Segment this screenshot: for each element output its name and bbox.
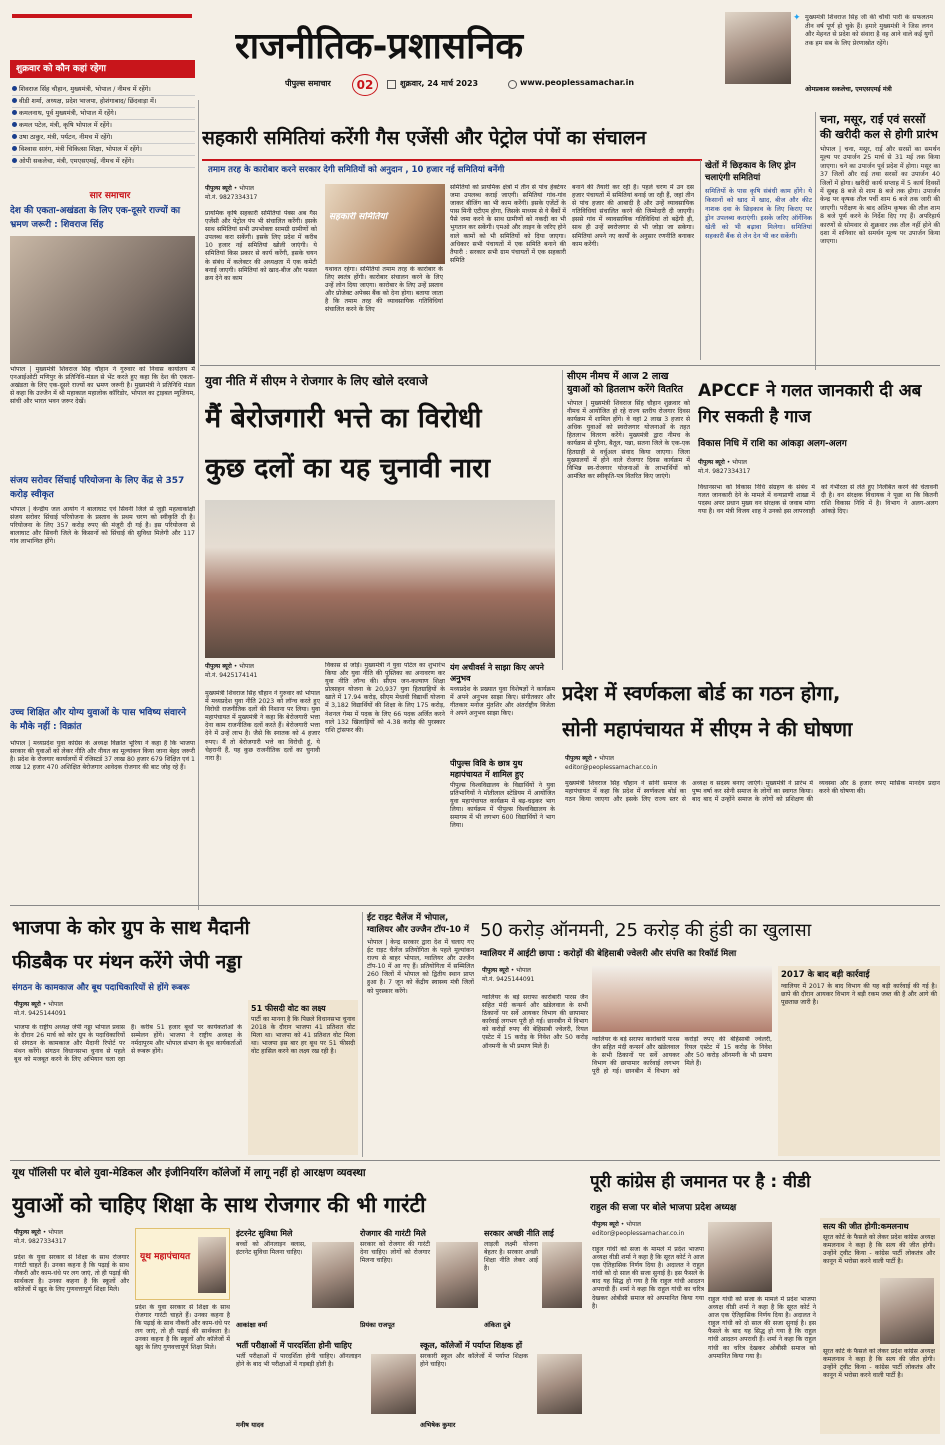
byline-name: पीपुल्स ब्यूरो: [698, 459, 725, 466]
apccf-body: विधानसभा को विकास निधि संग्रहण के संबंध में गलत जानकारी देने के मामले में वन्यप्राणी शाखा में पदस्थ अपर प्रधान मुख्य वन संरक्षक से जवाब मांगा गया है। वन मंत्री विजय शाह ने उनको इस लापरवाही को गंभीरता से लेते हुए निलंबित करने की चेतावनी दी है। वन संरक्षक विधायक ने पूछा था कि कितनी राशि विकास निधि में है। विभाग ने अलग-अलग आंकड़े दिए।: [698, 484, 938, 516]
neemuch-title: सीएम नीमच में आज 2 लाख युवाओं को हितलाभ करेंगे वितरित: [567, 371, 683, 395]
bullet-icon: [12, 134, 17, 139]
apccf-subtitle: विकास निधि में राशि का आंकड़ा अलग-अलग: [698, 439, 847, 449]
opinion-name: अंकिता दुबे: [484, 1321, 511, 1329]
sidebar-story2-title: संजय सरोवर सिंचाई परियोजना के लिए केंद्र से 357 करोड़ स्वीकृत: [10, 476, 185, 500]
youth2-col2: प्रदेश के युवा सरकार से शिक्षा के साथ रोजगार गारंटी चाहते हैं। उनका कहना है कि पढ़ाई के साथ नौकरी और काम-धंधे पर लग जाएं, तो ही पढ़ाई की सार्थकता है। उनका कहना है कि स्कूलों और कॉलेजों में खुद के लिए गुणवत्तापूर्ण शिक्षा मिले।: [135, 1304, 230, 1352]
tweet-box: [725, 12, 935, 98]
opinion-box-4: [236, 1340, 416, 1435]
calendar-icon: [387, 80, 396, 89]
opinion-body: सरकारी स्कूल और कॉलेजों में पर्याप्त शिक्षक होने चाहिए।: [420, 1353, 528, 1369]
fifty-subtitle: ग्वालियर में आईटी छापा : करोड़ों की बेहिसाबी ज्वेलरी और संपत्ति का रिकॉर्ड मिला: [480, 949, 737, 959]
chana-body: भोपाल | चना, मसूर, राई और सरसों का समर्थन मूल्य पर उपार्जन 25 मार्च से 31 मई तक किया जाएगा। चने का उपार्जन पूर्व प्रदेश में होगा। मसूर का 37 जिलों और राई तथा सरसों का उपार्जन 40 जिलों में होगा। खरीदी कार्य सप्ताह में 5 कार्य दिवसों में सुबह 8 बजे से शाम 8 बजे तक होगा। उपार्जन केन्द्र पर कृषक तौल पर्ची शाम 6 बजे तक जारी की जाएगी। परीक्षण के बाद अंतिम कृषक की तौल शाम 8 बजे पूर्ण करने के निर्देश दिए गए हैं। अपरिहार्य कारणों से सोमवार से शुक्रवार तक तौल नहीं होने की दशा में शनिवार को समर्थन मूल्य पर उपार्जन किया जाएगा।: [820, 146, 940, 246]
list-item: [12, 96, 195, 108]
fifty-photo: [592, 966, 772, 1032]
inset-title: यंग अचीवर्स ने साझा किए अपने अनुभव: [450, 663, 544, 683]
apccf-byline: पीपुल्स ब्यूरो • भोपाल मो.नं. 9827334317: [698, 459, 751, 475]
lead-title: सहकारी समितियां करेंगी गैस एजेंसी और पेट्रोल पंपों का संचालन: [202, 117, 702, 161]
bullet-icon: [12, 146, 17, 151]
opinion-title: भर्ती परीक्षाओं में पारदर्शिता होनी चाहिए: [236, 1341, 352, 1350]
lead-col2: यथावत रहेगा। समितियां तमाम तरह के कारोबार के लिए स्वतंत्र होंगी। कारोबार संचालन करने के लिए उन्हें लोन दिया जाएगा। कारोबार के लिए उन्हें प्रस्ताव और प्रोजेक्ट अपेक्स बैंक को देना होगा। बताया जाता है कि तमाम तरह की व्यावसायिक गतिविधियां संचालित करने के लिए: [325, 266, 443, 314]
opinion-title: स्कूल, कॉलेजों में पर्याप्त शिक्षक हों: [420, 1341, 523, 1350]
page-number: 02: [352, 74, 378, 96]
chana-box: [815, 112, 940, 370]
tweet-author: ओमप्रकाश सकलेचा, एमएसएमई मंत्री: [805, 86, 892, 93]
congress-col1: राहुल गांधी को सजा के मामले में प्रदेश भाजपा अध्यक्ष वीडी शर्मा ने कहा है कि सूरत कोर्ट ने आज एक ऐतिहासिक निर्णय दिया है। अदालत ने राहुल गांधी को दो साल की सजा सुनाई है। इस फैसले के बाद यह सिद्ध हो गया है कि राहुल गांधी आदतन अपराधी हैं। शर्मा ने कहा कि राहुल गांधी का चरित्र देखकर ओबीसी समाज को अपमानित किया गया है।: [592, 1246, 704, 1310]
section-title: राजनीतिक-प्रशासनिक: [235, 26, 524, 67]
opinion-body: बच्चों को ऑनलाइन क्लास, इंटरनेट सुविधा मिलना चाहिए।: [236, 1241, 306, 1257]
byline-city: भोपाल: [626, 1221, 641, 1228]
opinion-name: आकांक्षा वर्मा: [236, 1321, 268, 1329]
youth-logo-text: यूथ महापंचायत: [140, 1252, 191, 1262]
opinion-body: सरकार को रोजगार की गारंटी देना चाहिए। लोगों को रोजगार मिलना चाहिए।: [360, 1241, 430, 1265]
fifty-col2: ग्वालियर के बड़े सराफा कारोबारी पारस जैन सहित मंदी कन्सर्न और खंडेलवाल के सभी ठिकानों पर सर्वे आयकर विभाग की छापामार कार्रवाई लगभग पूरी हो गई। छानबीन में विभाग को करोड़ों रुपए की बेहिसाबी ज्वेलरी, रियल एस्टेट में 15 करोड़ के निवेश और 50 करोड़ ऑनमनी के भी प्रमाण मिले हैं।: [592, 1036, 772, 1076]
byline-city: भोपाल: [239, 185, 254, 192]
youth-byline: पीपुल्स ब्यूरो • भोपाल मो.नं. 9425174141: [205, 663, 258, 679]
list-item: [12, 84, 195, 96]
inset-body: ग्वालियर में 2017 के बाद विभाग की यह बड़ी कार्रवाई की गई है। छापे की दौरान आयकर विभाग ने बड़ी रकम जब्त की है और आगे की पूछताछ जारी है।: [781, 983, 937, 1007]
eat-right-body: भोपाल | केन्द्र सरकार द्वारा देश में चलाए गए ईट राइट चैलेंज प्रतियोगिता के पहले मूल्यांकन राज्य से बाहर भोपाल, ग्वालियर और उज्जैन टॉप-10 में आ गए हैं। प्रतियोगिता में सम्मिलित 260 जिलों में भोपाल को द्वितीय स्थान प्राप्त हुआ है। 7 जून को केंद्रीय स्वास्थ्य मंत्री जिलों को पुरस्कार करेंगे।: [367, 939, 474, 995]
photo-caption: सहकारी समितियां: [329, 212, 388, 222]
avatar: [537, 1354, 582, 1414]
bjp-subtitle: संगठन के कामकाज और बूथ पदाधिकारियों से होंगे रूबरू: [12, 983, 190, 993]
list-item: [12, 108, 195, 120]
divider: [10, 905, 940, 906]
list-item: [12, 120, 195, 132]
neemuch-body: भोपाल | मुख्यमंत्री शिवराज सिंह चौहान शुक्रवार को नीमच में आयोजित हो रहे राज्य स्तरीय रोजगार दिवस कार्यक्रम में शामिल होंगे। वे वहां 2 लाख 3 हजार से अधिक युवाओं को स्वरोजगार योजनाओं के तहत हितलाभ वितरण करेंगे। मुख्यमंत्री द्वारा नीमच के कार्यक्रम से मुरैना, बैतूल, पन्ना, सतना जिले के एक-एक हितग्राही से वर्चुअल संवाद किया जाएगा। जिला मुख्यालयों में होने वाले रोजगार दिवस कार्यक्रम में विभिन्न स्व-रोजगार योजनाओं के लाभार्थियों को आमंत्रित कर स्वीकृति-पत्र वितरित किए जाएंगे।: [567, 400, 690, 480]
byline-mobile: मो.नं. 9827334317: [205, 194, 258, 201]
youth-title-line2: कुछ दलों का यह चुनावी नारा: [205, 453, 491, 484]
opinion-box-1: [236, 1228, 354, 1336]
bjp-body: भाजपा के राष्ट्रीय अध्यक्ष जेपी नड्डा भोपाल प्रवास के दौरान 26 मार्च को कोर ग्रुप के पदाधिकारियों से संगठन के कामकाज और मैदानी रिपोर्ट पर मंथन करेंगे। संगठन विधानसभा चुनाव से पहले बूथ को मजबूत करने के लिए अभियान चला रहा है। करीब 51 हजार बूथों पर कार्यकर्ताओं के सम्मेलन होंगे। भाजपा ने राष्ट्रीय अध्यक्ष के नर्मदापुरम और भोपाल संभाग के बूथ कार्यकर्ताओं से रूबरू होंगे।: [14, 1024, 242, 1064]
bjp-byline: पीपुल्स ब्यूरो • भोपाल मो.नं. 9425144091: [14, 1001, 67, 1017]
sidebar-story3-body: भोपाल | मध्यप्रदेश युवा कांग्रेस के अध्यक्ष विक्रांत भूरिया ने कहा है कि भाजपा सरकार की युवाओं को लेकर नीति और नीयत का मूल्यांकन किया जाना बेहद जरूरी है। प्रदेश के रोजगार कार्यालयों में रजिस्टर्ड 37 लाख 80 हजार 679 शिक्षित एवं 1 लाख 12 हजार 470 अशिक्षित बेरोजगार आवेदक रोजगार की बाट जोह रहे हैं।: [10, 740, 195, 772]
byline-city: भोपाल: [516, 967, 531, 974]
sidebar-story2-body: भोपाल | केन्द्रीय जल आयोग ने बालाघाट एवं सिवनी जिले से जुड़ी महत्वाकांक्षी संजय सरोवर सिंचाई परियोजना के प्रस्ताव के प्रथम चरण को स्वीकृति दी है। परियोजना के लिए 357 करोड़ रुपए की मंजूरी दी गई है। इस परियोजना से बालाघाट और सिवनी जिले के किसानों को सिंचाई की सुविधा मिलेगी और 117 गांव लाभान्वित होंगे।: [10, 506, 195, 546]
byline-city: भोपाल: [732, 459, 747, 466]
youth2-col1: प्रदेश के युवा सरकार से शिक्षा के साथ रोजगार गारंटी चाहते हैं। उनका कहना है कि पढ़ाई के साथ नौकरी और काम-धंधे पर लग जाएं, तो ही पढ़ाई की सार्थकता है। उनका कहना है कि स्कूलों और कॉलेजों में खुद के लिए गुणवत्तापूर्ण शिक्षा मिले।: [14, 1254, 129, 1294]
youth-logo: [135, 1228, 230, 1300]
list-item-text: विश्वास सारंग, मंत्री चिकित्सा शिक्षा, भोपाल में रहेंगे।: [19, 145, 142, 153]
drone-body: समितियों के पास कृषि संबंधी काम होंगे। ये किसानों को खाद में खाद, बीज और कीट नाशक दवा के छिड़काव के लिए किराए पर ड्रोन उपलब्ध कराएंगी। इसके जरिए ऑर्गेनिक खेती को भी बढ़ावा मिलेगा। समितियां सहकारी बैंक से लेन देन भी कर सकेंगी।: [705, 187, 812, 240]
opinion-box-5: [420, 1340, 582, 1435]
masthead-left-bar: [12, 14, 192, 18]
lead-subtitle: तमाम तरह के कारोबार करने सरकार देगी समितियों को अनुदान , 10 हजार नई समितियां बनेंगी: [208, 165, 505, 175]
avatar: [436, 1242, 478, 1308]
youth-title-line1: मैं बेरोजगारी भत्ते का विरोधी: [205, 403, 482, 434]
congress-title: पूरी कांग्रेस ही जमानत पर है : वीडी: [590, 1172, 811, 1192]
bjp-title-line1: भाजपा के कोर ग्रुप के साथ मैदानी: [12, 917, 250, 939]
youth-col2: विकास से जोड़ें। मुख्यमंत्री ने युवा पोर्टल का शुभारंभ किया और युवा नीति की पुस्तिका का अनावरण कर युवा नीति लॉन्च की। सीएम जन-कल्याण शिक्षा प्रोत्साहन योजना के 20,937 युवा हितग्राहियों के खाते में 17.94 करोड़, सीएम मेधावी विद्यार्थी योजना में 3,182 विद्यार्थियों की शिक्षा के लिए 175 करोड़, नेशनल गेम्स में पदक के लिए 66 पदक अर्जित करने वाले 132 खिलाड़ियों को 4.38 करोड़ की पुरस्कार राशि ट्रांसफर की।: [325, 662, 445, 734]
list-item-text: उषा ठाकुर, मंत्री, पर्यटन, नीमच में रहेंगे।: [19, 133, 113, 141]
youth-kicker: युवा नीति में सीएम ने रोजगार के लिए खोले दरवाजे: [205, 374, 428, 388]
drone-title: खेतों में छिड़काव के लिए ड्रोन चलाएंगी समितियां: [705, 161, 796, 183]
inset-title: 2017 के बाद बड़ी कार्रवाई: [781, 970, 870, 980]
sidebar: [10, 60, 195, 1060]
inset-body: पार्टी का मानना है कि पिछले विधानसभा चुनाव 2018 के दौरान भाजपा 41 प्रतिशत वोट मिला था। भाजपा को 41 प्रतिशत वोट मिला था। भाजपा इस बार हर बूथ पर 51 फीसदी वोट हासिल करने का लक्ष्य रख रही है।: [251, 1016, 355, 1056]
youth2-byline: पीपुल्स ब्यूरो • भोपाल मो.नं. 9827334317: [14, 1229, 67, 1245]
apccf-title: APCCF ने गलत जानकारी दी अब गिर सकती है गाज: [698, 381, 922, 427]
byline-name: पीपुल्स ब्यूरो: [205, 663, 232, 670]
opinion-body: भर्ती परीक्षाओं में पारदर्शिता होनी चाहिए। ऑनलाइन होने के बाद भी परीक्षाओं में गड़बड़ी होती है।: [236, 1353, 361, 1369]
pupils-body: पीपुल्स विश्वविद्यालय के विद्यार्थियों ने युवा प्रतिभागियों ने मोतीलाल स्टेडियम में आयोजित युवा महापंचायत कार्यक्रम में बढ़-चढ़कर भाग लिया। कार्यक्रम में पीपुल्स विश्वविद्यालय के समागम में भी लगभग 600 विद्यार्थियों ने भाग लिया।: [450, 782, 555, 830]
sidebar-story1-photo: [10, 236, 195, 364]
byline-city: भोपाल: [48, 1001, 63, 1008]
fifty-title: 50 करोड़ ऑनमनी, 25 करोड़ की हुंडी का खुलासा: [480, 920, 812, 941]
inset-body: सूरत कोर्ट के फैसले को लेकर प्रदेश कांग्रेस अध्यक्ष कमलनाथ ने कहा है कि सत्य की जीत होगी। उन्होंने ट्वीट किया - कांग्रेस पार्टी लोकतंत्र और कानून में भरोसा करने वाली पार्टी है।: [823, 1234, 935, 1266]
byline-mobile: मो.नं. 9827334317: [698, 468, 751, 475]
fifty-col1: ग्वालियर के बड़े सराफा कारोबारी पारस जैन सहित मंदी कन्सर्न और खंडेलवाल के सभी ठिकानों पर सर्वे आयकर विभाग की छापामार कार्रवाई लगभग पूरी हो गई। छानबीन में विभाग को करोड़ों रुपए की बेहिसाबी ज्वेलरी, रियल एस्टेट में 15 करोड़ के निवेश और 50 करोड़ ऑनमनी के भी प्रमाण मिले हैं।: [482, 994, 588, 1050]
avatar: [371, 1354, 416, 1414]
byline-name: पीपुल्स ब्यूरो: [205, 185, 232, 192]
fifty-inset-box: [778, 966, 940, 1156]
swarna-byline: पीपुल्स ब्यूरो • भोपाल editor@peoplessamachar.co.in: [565, 755, 658, 771]
bullet-icon: [12, 98, 17, 103]
lead-col4: बनाने की तैयारी कर रही है। पहले चरण में उन दस हजार पंचायतों में समितियां बनाई जा रही हैं, जहां तीन से पांच हजार की आबादी है और उन्हें व्यावसायिक गतिविधियां संचालित करने की जिम्मेदारी दी जाएगी। इससे गांव में व्यावसायिक गतिविधियां तो बढ़ेंगी ही, साथ ही उन्हें स्वरोजगार से भी जोड़ा जा सकेगा। समितियां अपने नए कार्यों के अनुसार रणनीति बनाकर काम करेंगी।: [572, 184, 694, 248]
paper-name: पीपुल्स समाचार: [285, 79, 331, 88]
congress-byline: पीपुल्स ब्यूरो • भोपाल editor@peoplessamachar.co.in: [592, 1221, 685, 1237]
list-item: [12, 156, 195, 168]
youth-photo: [205, 500, 555, 658]
opinion-box-2: [360, 1228, 478, 1336]
eat-right-box: [362, 912, 474, 1157]
avatar: [542, 1242, 582, 1308]
issue-date: शुक्रवार, 24 मार्च 2023: [400, 79, 479, 88]
neemuch-box: [562, 370, 690, 670]
divider: [198, 100, 199, 910]
swarna-title-line1: प्रदेश में स्वर्णकला बोर्ड का गठन होगा,: [562, 681, 841, 705]
opinion-name: प्रियंका राजपूत: [360, 1321, 395, 1329]
opinion-title: सरकार अच्छी नीति लाई: [484, 1229, 554, 1238]
list-item-text: शिवराज सिंह चौहान, मुख्यमंत्री, भोपाल / नीमच में रहेंगे।: [19, 85, 151, 93]
opinion-title: इंटरनेट सुविधा मिले: [236, 1229, 293, 1238]
youth-inset-box: [450, 662, 555, 754]
byline-name: पीपुल्स ब्यूरो: [482, 967, 509, 974]
swarna-body: मुख्यमंत्री शिवराज सिंह चौहान ने सोनी समाज के महापंचायत में कहा कि प्रदेश में स्वर्णकला बोर्ड का गठन किया जाएगा और इसके लिए राज्य स्तर से अध्यक्ष व सदस्य बनाए जाएंगे। मुख्यमंत्री ने प्रारंभ में पुष्प वर्षा कर सोनी समाज के लोगों का स्वागत किया। बाद बाद में उन्होंने समाज के लोगों को प्रशिक्षण की व्यवस्था और 8 हजार रुपए मासिक मानदेय प्रदान करने की घोषणा की।: [565, 780, 940, 804]
byline-mobile: मो.नं. 9425144091: [482, 976, 535, 983]
byline-city: भोपाल: [239, 663, 254, 670]
divider: [10, 1160, 940, 1161]
kamalnath-photo: [880, 1278, 934, 1344]
youth-col1: मुख्यमंत्री शिवराज सिंह चौहान ने गुरुवार को भोपाल में मध्यप्रदेश युवा नीति 2023 को लॉन्च करते हुए विरोधी राजनीतिक दलों की निशाना पर लिया। युवा महापंचायत में मुख्यमंत्री ने कहा कि बेरोजगारी भत्ता देना काम राजनीतिक दलों करते हैं। बेरोजगारी भत्ता देने में उन्हें लाभ है। जैसे कि स्नातक को 4 हजार रुपए। मैं तो बेरोजगारी भत्ते का विरोधी हूं, ये चेहरानी हैं, यह कुछ राजनीतिक दलों का चुनावी नारा है।: [205, 690, 320, 762]
byline-mobile: मो.नं. 9425174141: [205, 672, 258, 679]
opinion-title: रोजगार की गारंटी मिले: [360, 1229, 426, 1238]
eat-right-title: ईट राइट चैलेंज में भोपाल, ग्वालियर और उज्जैन टॉप-10 में: [367, 913, 469, 935]
list-item-text: वीडी शर्मा, अध्यक्ष, प्रदेश भाजपा, होशंगाबाद/ छिंदवाड़ा में।: [19, 97, 157, 105]
sidebar-story3-title: उच्च शिक्षित और योग्य युवाओं के पास भविष्य संवारने के मौके नहीं : विक्रांत: [10, 708, 187, 732]
globe-icon: [508, 80, 517, 89]
list-item: [12, 132, 195, 144]
bjp-title-line2: फीडबैक पर मंथन करेंगे जेपी नड्डा: [12, 951, 242, 973]
inset-title: 51 फीसदी वोट का लक्ष्य: [251, 1004, 326, 1013]
leader-photo: [198, 1237, 226, 1293]
list-item-text: ओपी सकलेचा, मंत्री, एमएसएमई, नीमच में रहेंगे।: [19, 157, 134, 165]
pupils-title: पीपुल्स विवि के छात्र युथ महापंचायत में शामिल हुए: [450, 759, 524, 779]
byline-name: पीपुल्स ब्यूरो: [565, 755, 592, 762]
byline-name: पीपुल्स ब्यूरो: [14, 1229, 41, 1236]
inset-body: मध्यप्रदेश के प्रख्यात युवा विशेषज्ञों ने कार्यक्रम में अपने अनुभव साझा किए। संगीतकार और गीतकार मनोज मुंतशिर और अंतर्राष्ट्रीय विजेता ने अपने अनुभव साझा किए।: [450, 686, 555, 718]
youth2-kicker: यूथ पॉलिसी पर बोले युवा-मेडिकल और इंजीनियरिंग कॉलेजों में लागू नहीं हो आरक्षण व्यवस्था: [12, 1167, 366, 1179]
byline-email: editor@peoplessamachar.co.in: [565, 764, 658, 771]
list-item: [12, 144, 195, 156]
list-item-text: कमलनाथ, पूर्व मुख्यमंत्री, भोपाल में रहेंगे।: [19, 109, 117, 117]
sidebar-story1-title: देश की एकता-अखंडता के लिए एक-दूसरे राज्यों का भ्रमण जरूरी : शिवराज सिंह: [10, 206, 181, 230]
opinion-body: लाड़ली लक्ष्मी योजना बेहतर है। सरकार अच्छी शिक्षा नीति लेकर आई है।: [484, 1241, 538, 1273]
tweet-text: मुख्यमंत्री शिवराज सिंह जी की चौथी पारी के सफलतम तीन वर्ष पूर्ण हो चुके हैं। हमारे मुख्यमंत्री ने जिस लगन और मेहनत से प्रदेश को संवारा है वह आने वाले कई युगों तक हम सब के लिए प्रेरणास्रोत रहेंगे।: [805, 14, 933, 47]
congress-inset-box: [820, 1218, 940, 1434]
divider: [200, 365, 940, 366]
fifty-byline: पीपुल्स ब्यूरो • भोपाल मो.नं. 9425144091: [482, 967, 535, 983]
site-link[interactable]: www.peoplessamachar.in: [520, 78, 635, 87]
inset-title: सत्य की जीत होगी:कमलनाथ: [823, 1222, 909, 1231]
sidebar-story1-body: भोपाल | मुख्यमंत्री शिवराज सिंह चौहान ने गुरुवार को निवास कार्यालय में एनआईओटी मणिपुर के प्रतिनिधि-मंडल से भेंट करते हुए कहा कि देश की एकता-अखंडता के लिए एक-दूसरे राज्यों का भ्रमण जरूरी है। मुख्यमंत्री ने प्रतिनिधि मंडल से कहा कि उज्जैन में श्री महाकाल महालोक कॉरिडोर, भोपाल का ट्राइबल म्यूजियम, सांची और भारत भवन जरूर देखें।: [10, 366, 195, 406]
sidebar-title: शुक्रवार को कौन कहां रहेगा: [10, 60, 195, 78]
bjp-inset-box: [248, 1000, 358, 1155]
swarna-title-line2: सोनी महापंचायत में सीएम ने की घोषणा: [562, 717, 853, 741]
byline-name: पीपुल्स ब्यूरो: [14, 1001, 41, 1008]
byline-name: पीपुल्स ब्यूरो: [592, 1221, 619, 1228]
opinion-name: मनीष यादव: [236, 1421, 264, 1429]
sar-label: सार समाचार: [89, 191, 131, 201]
congress-col2: राहुल गांधी को सजा के मामले में प्रदेश भाजपा अध्यक्ष वीडी शर्मा ने कहा है कि सूरत कोर्ट ने आज एक ऐतिहासिक निर्णय दिया है। अदालत ने राहुल गांधी को दो साल की सजा सुनाई है। इस फैसले के बाद यह सिद्ध हो गया है कि राहुल गांधी आदतन अपराधी हैं। शर्मा ने कहा कि राहुल गांधी का चरित्र देखकर ओबीसी समाज को अपमानित किया गया है।: [708, 1296, 816, 1360]
youth2-title: युवाओं को चाहिए शिक्षा के साथ रोजगार की भी गारंटी: [12, 1193, 426, 1217]
chana-title: चना, मसूर, राई एवं सरसों की खरीदी कल से होगी प्रारंभ: [820, 113, 938, 141]
lead-byline: पीपुल्स ब्यूरो • भोपाल मो.नं. 9827334317: [205, 185, 258, 201]
bullet-icon: [12, 122, 17, 127]
pupils-box: [450, 758, 555, 896]
inset-body-cont: सूरत कोर्ट के फैसले को लेकर प्रदेश कांग्रेस अध्यक्ष कमलनाथ ने कहा है कि सत्य की जीत होगी। उन्होंने ट्वीट किया - कांग्रेस पार्टी लोकतंत्र और कानून में भरोसा करने वाली पार्टी है।: [823, 1348, 935, 1380]
twitter-icon: ✦: [793, 14, 801, 22]
vd-photo: [708, 1222, 772, 1292]
byline-city: भोपाल: [599, 755, 614, 762]
lead-col3: समितियों को प्रायमिक क्षेत्रों में तीन से पांच हेक्टेयर जमा उपलब्ध कराई जाएगी। समितियां गांव-गांव जाकर बीजिंग का भी काम करेंगी। इसके एजेंटों के पास मिनी एटीएम होगा, जिसके माध्यम से ये बैंकों में पैसे जमा करने के साथ ग्रामीणों को नकदी का भी भुगतान कर सकेंगी। एमओ और लाइन के जरिए होने वाले कामों को भी समितियों को दिया जाएगा। अधिकार सभी पंचायतों में एक समिति बनाने की तैयारी : सरकार सभी ग्राम पंचायतों में एक सहकारी समिति: [450, 184, 566, 264]
congress-subtitle: राहुल की सजा पर बोले भाजपा प्रदेश अध्यक्ष: [590, 1203, 737, 1213]
bullet-icon: [12, 158, 17, 163]
byline-mobile: मो.नं. 9425144091: [14, 1010, 67, 1017]
opinion-name: अभिषेक कुमार: [420, 1421, 456, 1429]
drone-box: [700, 160, 812, 360]
bullet-icon: [12, 110, 17, 115]
byline-city: भोपाल: [48, 1229, 63, 1236]
list-item-text: कमल पटेल, मंत्री, कृषि भोपाल में रहेंगे।: [19, 121, 112, 129]
byline-mobile: मो.नं. 9827334317: [14, 1238, 67, 1245]
bullet-icon: [12, 86, 17, 91]
avatar: [312, 1242, 354, 1308]
opinion-box-3: [484, 1228, 582, 1336]
lead-photo: [325, 184, 445, 264]
byline-email: editor@peoplessamachar.co.in: [592, 1230, 685, 1237]
lead-col1: प्रायमिक कृषि सहकारी समितियां पेक्स अब गैस एजेंसी और पेट्रोल पंप भी संचालित करेंगी। इसके साथ समितियां सभी उपभोक्ता सामग्री ग्रामीणों को उपलब्ध करा सकेंगी। इसके लिए प्रदेश में करीब 10 हजार नई समितियां खोली जाएंगी। ये समितियां किस प्रकार से कार्य करेंगी, इसके चयन के संबंध में कलेक्टर की अध्यक्षता में एक कमेटी बनाई जाएगी। समितियां को खाद-बीज और फसल क्रय देने का काम: [205, 210, 317, 282]
sidebar-list: [12, 84, 195, 204]
minister-photo: [725, 12, 791, 84]
